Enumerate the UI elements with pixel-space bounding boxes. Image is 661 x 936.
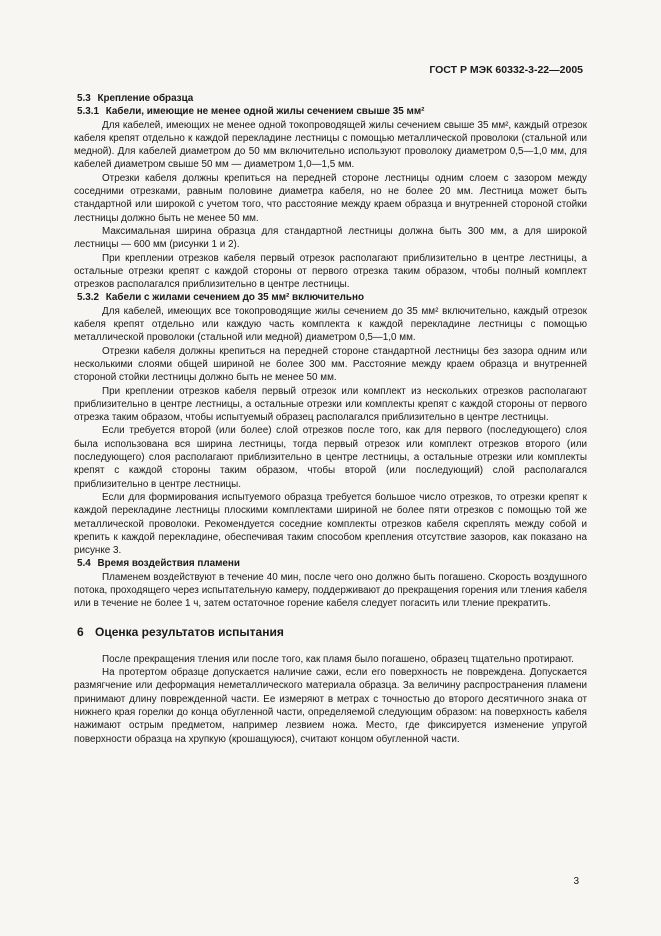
section-number: 6 [77, 624, 84, 639]
subsection-heading-5-3-1 [74, 105, 587, 118]
paragraph: Если требуется второй (или более) слой отрезков после того, как для первого (последующего) слоя была использована вся ширина лестницы, тогда первый отрезок или комплект отрезков второго (или последующего) слоя располагают приблизительно в центре лестницы, а остальные отрезки или комплекты крепят с каждой стороны таким образом, чтобы второй (или последующий) слой располагался приблизительно в центре лестницы. [74, 425, 587, 490]
subsection-title: Кабели с жилами сечением до 35 мм² включительно [105, 292, 364, 304]
subsection-heading-5-3-2 [74, 291, 587, 304]
paragraph: При креплении отрезков кабеля первый отрезок располагают приблизительно в центре лестницы, а остальные отрезки крепят с каждой стороны от первого отрезка таким образом, чтобы полный комплект отрезков располагался приблизительно в центре лестницы. [74, 252, 587, 291]
section-title: Время воздействия пламени [97, 558, 240, 570]
subsection-number: 5.3.2 [77, 292, 99, 304]
paragraph: При креплении отрезков кабеля первый отрезок или комплект из нескольких отрезков располагают приблизительно в центре лестницы, а остальные отрезки или комплекты крепят с каждой стороны от первого отрезка таким образом, чтобы испытуемый образец располагался приблизительно в центре лестницы. [74, 385, 587, 424]
paragraph: Отрезки кабеля должны крепиться на передней стороне лестницы одним слоем с зазором между соседними отрезками, равным половине диаметра кабеля, но не более 20 мм. Лестница может быть стандартной или широкой с учетом того, что расстояние между краем образца и внутренней стороной стойки лестницы должно быть не менее 50 мм. [74, 172, 587, 224]
section-number: 5.3 [77, 93, 91, 104]
paragraph: Пламенем воздействуют в течение 40 мин, после чего оно должно быть погашено. Скорость воздушного потока, проходящего через испытательную камеру, поддерживают до прекращения горения или тления кабеля или в течение не более 1 ч, затем остаточное горение кабеля следует погасить или тление прекратить. [74, 571, 587, 610]
section-number: 5.4 [77, 558, 91, 570]
paragraph: На протертом образце допускается наличие сажи, если его поверхность не повреждена. Допускается размягчение или деформация неметаллического материала образца. За величину распространения пламени принимают длину поврежденной части. Ее измеряют в метрах с точностью до второго десятичного знака от нижнего края горелки до конца обугленной части, определяемой следующим образом: на поверхность кабеля нажимают острым предметом, например лезвием ножа. Место, где фиксируется изменение упругой поверхности образца на хрупкую (крошащуюся), считают концом обугленной части. [74, 667, 587, 745]
subsection-number: 5.3.1 [77, 106, 99, 118]
paragraph: Если для формирования испытуемого образца требуется большое число отрезков, то отрезки крепят к каждой перекладине лестницы плоскими комплектами шириной не более пяти отрезков с помощью той же металлической проволоки. Рекомендуется соседние комплекты отрезков кабеля скреплять между собой и крепить к каждой перекладине, обеспечивая таким способом крепления отсутствие зазоров, как показано на рисунке 3. [74, 491, 587, 557]
section-heading-5-4 [74, 557, 587, 570]
paragraph: Отрезки кабеля должны крепиться на передней стороне стандартной лестницы без зазора одним или несколькими слоями общей шириной не более 300 мм. Расстояние между краем образца и внутренней стороной стойки лестницы должно быть не менее 50 мм. [74, 345, 587, 384]
paragraph: Для кабелей, имеющих все токопроводящие жилы сечением до 35 мм² включительно, каждый отрезок кабеля крепят отдельно или каждую часть комплекта к каждой перекладине лестницы с помощью металлической проволоки (стальной или медной) диаметром 0,5—1,0 мм. [74, 305, 587, 344]
paragraph: После прекращения тления или после того, как пламя было погашено, образец тщательно протирают. [102, 653, 574, 665]
document-header: ГОСТ Р МЭК 60332-3-22—2005 [429, 64, 583, 76]
paragraph: Для кабелей, имеющих не менее одной токопроводящей жилы сечением свыше 35 мм², каждый отрезок кабеля крепят отдельно к каждой перекладине лестницы с помощью металлической проволоки (стальной или медной). Для кабелей диаметром до 50 мм включительно используют проволоку диаметром 0,5—1,0 мм, для кабелей диаметром свыше 50 мм — диаметром 1,0—1,5 мм. [74, 119, 587, 171]
section-heading-5-3 [74, 92, 587, 105]
page-number: 3 [573, 876, 579, 887]
subsection-title: Кабели, имеющие не менее одной жилы сечением свыше 35 мм² [105, 106, 425, 118]
paragraph: Максимальная ширина образца для стандартной лестницы должна быть 300 мм, а для широкой лестницы — 600 мм (рисунки 1 и 2). [74, 225, 587, 251]
section-title: Крепление образца [97, 93, 194, 104]
section-title: Оценка результатов испытания [95, 624, 284, 639]
page-content [74, 92, 587, 746]
section-heading-6 [74, 626, 587, 639]
